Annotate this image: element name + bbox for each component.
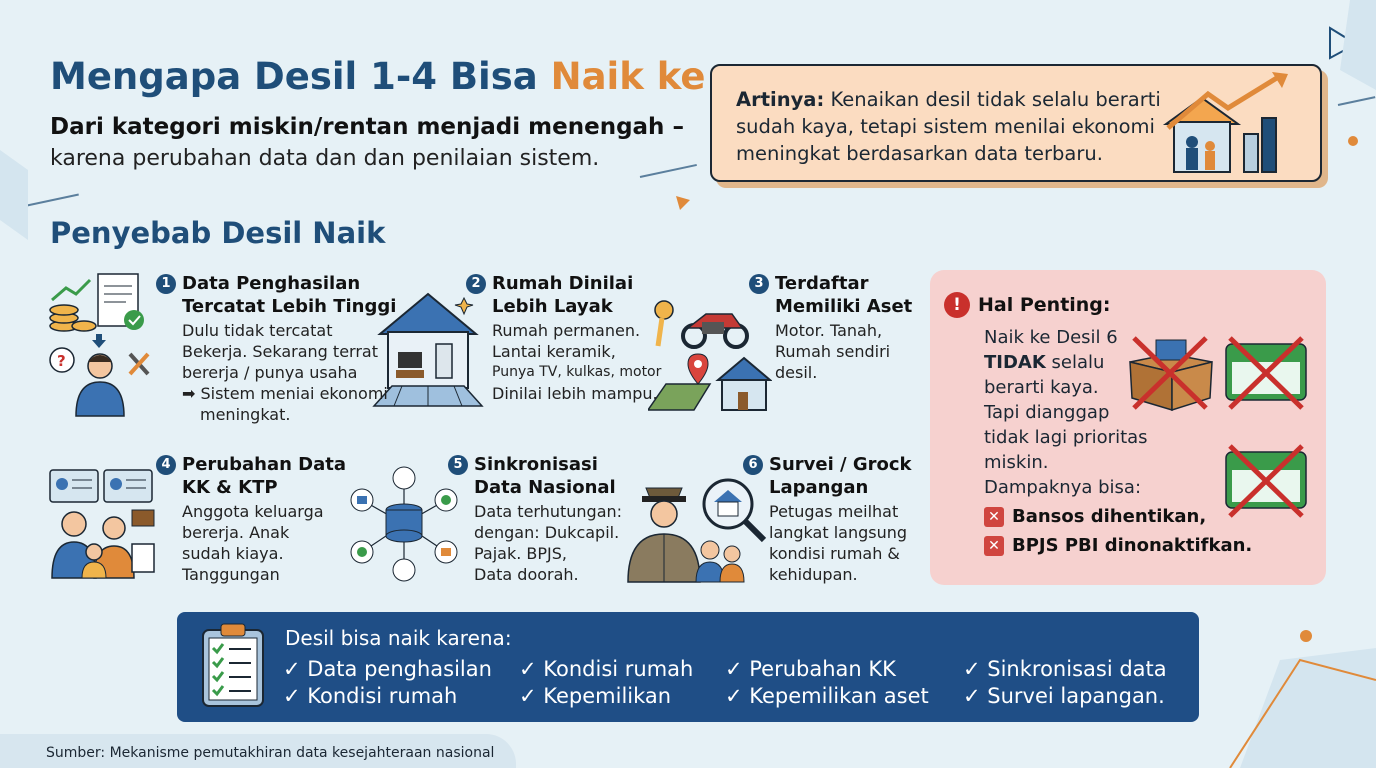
decorative-line <box>1338 96 1376 106</box>
effect-item: ✕ BPJS PBI dinonaktifkan. <box>984 535 1252 556</box>
reason-item: ✓ Kondisi rumah <box>519 657 694 681</box>
checklist-clipboard-icon <box>199 622 267 710</box>
important-note-text: Naik ke Desil 6 TIDAK selalu berarti kaya. Tapi dianggap tidak lagi prioritas miskin. Dampaknya bisa: <box>984 327 1148 498</box>
important-note-box <box>930 270 1326 585</box>
important-note-title: ! Hal Penting: <box>944 292 1111 318</box>
cause-title: Rumah Dinilai Lebih Layak <box>492 273 634 317</box>
reason-item: ✓ Perubahan KK <box>725 657 896 681</box>
cause-item-2 <box>466 272 661 404</box>
income-document-icon <box>46 270 156 422</box>
cause-item-6 <box>743 453 912 585</box>
reason-item: ✓ Kepemilikan aset <box>725 684 929 708</box>
cause-title: Data Penghasilan Tercatat Lebih Tinggi <box>182 273 397 317</box>
background-shape-decoration-icon <box>0 150 28 240</box>
dot-decoration-icon <box>1346 134 1360 148</box>
cause-item-3 <box>749 272 912 383</box>
background-shape-decoration-icon <box>1220 640 1376 768</box>
cause-number: 3 <box>749 274 769 294</box>
reason-item: ✓ Survei lapangan. <box>963 684 1165 708</box>
source-text: Sumber: Mekanisme pemutakhiran data kesejahteraan nasional <box>46 745 495 761</box>
cause-number: 4 <box>156 455 176 475</box>
banner-title: Desil bisa naik karena: <box>285 626 512 650</box>
triangle-decoration-icon <box>674 194 692 212</box>
meaning-note-box <box>710 64 1322 182</box>
crossed-health-card-icon <box>1222 332 1312 412</box>
cause-title: Terdaftar Memiliki Aset <box>775 273 913 317</box>
cause-title: Perubahan Data KK & KTP <box>182 454 347 498</box>
effect-item: ✕ Bansos dihentikan, <box>984 506 1206 527</box>
cause-item-5 <box>448 453 622 585</box>
cause-description: Dulu tidak tercatat Bekerja. Sekarang terrat bererja / punya usaha ➡ Sistem meniai ekonomi meningkat. <box>182 321 388 424</box>
cause-description: Rumah permanen. Lantai keramik, Punya TV, kulkas, motor Dinilai lebih mampu. <box>492 321 662 403</box>
cause-number: 5 <box>448 455 468 475</box>
cause-description: Motor. Tanah, Rumah sendiri desil. <box>775 321 891 382</box>
meaning-note-text: Artinya: Kenaikan desil tidak selalu berarti sudah kaya, tetapi sistem menilai ekonomi meningkat berdasarkan data terbaru. <box>736 88 1161 165</box>
cause-item-4 <box>156 453 346 585</box>
cross-icon: ✕ <box>984 536 1004 556</box>
background-shape-decoration-icon <box>1340 0 1376 90</box>
subtitle-line-1: Dari kategori miskin/rentan menjadi menengah – <box>50 114 684 140</box>
cause-item-1 <box>156 272 396 425</box>
decorative-line <box>640 164 697 178</box>
cause-title: Survei / Grock Lapangan <box>769 454 912 498</box>
page-title: Mengapa Desil 1-4 Bisa Naik ke <box>50 55 706 98</box>
subtitle-line-2: karena perubahan data dan dan penilaian sistem. <box>50 146 600 171</box>
svg-text:?: ? <box>57 352 66 370</box>
id-cards-family-icon <box>46 466 160 580</box>
source-footer <box>0 734 516 768</box>
warning-icon: ! <box>944 292 970 318</box>
cause-number: 6 <box>743 455 763 475</box>
decorative-line <box>20 194 79 208</box>
cause-description: Anggota keluarga bererja. Anak sudah kiaya. Tanggungan <box>182 502 324 584</box>
cross-icon: ✕ <box>984 507 1004 527</box>
reason-item: ✓ Kondisi rumah <box>283 684 458 708</box>
cause-description: Data terhutungan: dengan: Dukcapil. Pajak. BPJS, Data doorah. <box>474 502 623 584</box>
cause-number: 1 <box>156 274 176 294</box>
cause-description: Petugas meilhat langkat langsung kondisi rumah & kehidupan. <box>769 502 908 584</box>
cause-number: 2 <box>466 274 486 294</box>
cause-title: Sinkronisasi Data Nasional <box>474 454 616 498</box>
summary-banner <box>177 612 1199 722</box>
database-sync-network-icon <box>346 464 462 582</box>
reason-item: ✓ Sinkronisasi data <box>963 657 1167 681</box>
house-growth-chart-icon <box>1162 72 1302 176</box>
section-title: Penyebab Desil Naik <box>50 216 386 250</box>
reason-item: ✓ Data penghasilan <box>283 657 492 681</box>
reason-item: ✓ Kepemilikan <box>519 684 672 708</box>
crossed-aid-box-icon <box>1126 332 1216 412</box>
crossed-health-card-icon <box>1222 440 1312 520</box>
